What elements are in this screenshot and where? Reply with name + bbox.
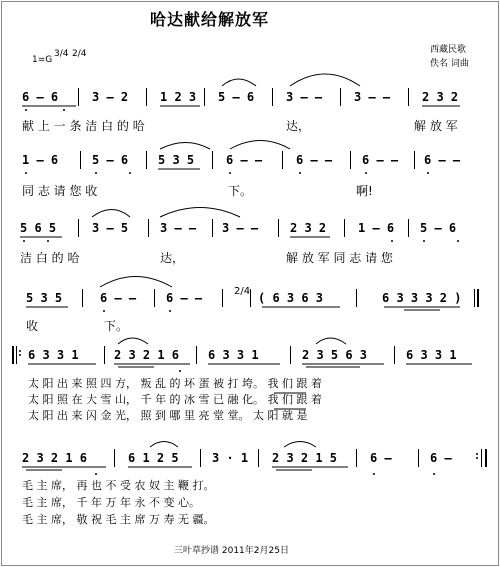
time-signature-change-value: 2/4	[234, 286, 251, 297]
lyric-line-4-b: 下。	[104, 319, 129, 333]
barline	[104, 346, 105, 364]
note-measure-2-1: 1 – 6	[22, 153, 59, 167]
lyric-line-3-a: 洁 白 的 哈	[20, 251, 80, 265]
barline	[272, 88, 273, 106]
barline	[414, 151, 415, 169]
note-measure-6-5: 6 –	[370, 451, 392, 465]
barline	[212, 151, 213, 169]
barline	[356, 449, 357, 467]
barline	[250, 289, 251, 307]
barline	[408, 219, 409, 237]
note-measure-6-2: 6 1 2 5	[128, 451, 179, 465]
barline	[356, 289, 357, 307]
barline	[258, 449, 259, 467]
barline	[200, 449, 201, 467]
note-measure-2-5: 6 – –	[296, 153, 333, 167]
key-signature: 1=G	[32, 55, 53, 65]
barline	[196, 346, 197, 364]
note-measure-1-5: 3 – –	[286, 90, 323, 104]
note-measure-1-4: 5 – 6	[218, 90, 255, 104]
note-measure-3-4: 3 – –	[222, 221, 259, 235]
lyric-line-1-c: 解 放 军	[414, 119, 458, 133]
barline	[82, 289, 83, 307]
barline-final	[477, 289, 479, 307]
lyric-line-4-a: 收	[26, 319, 39, 333]
barline	[418, 449, 419, 467]
note-measure-5-4: 2 3 5 6 3	[302, 348, 368, 362]
note-measure-5-2: 2 3 2 1 6	[114, 348, 180, 362]
barline	[146, 88, 147, 106]
time-signature-2-4: 2/4	[72, 49, 87, 59]
verse-3-line-1: 太 阳 出 来 闪 金 光， 照 到 哪 里 亮 堂 堂。 太 阳 就 是	[28, 409, 308, 422]
verse-2-line-2: 毛 主 席， 千 年 万 年 永 不 变 心。	[22, 496, 200, 509]
barline	[148, 219, 149, 237]
lyric-line-3-b: 达，	[160, 251, 185, 265]
lyric-line-2-b: 下。	[228, 184, 253, 198]
note-measure-1-6: 3 – –	[354, 90, 391, 104]
note-measure-4-2: 6 – –	[100, 291, 137, 305]
time-signature-3-4: 3/4	[54, 49, 69, 59]
repeat-start-thin	[16, 346, 17, 364]
barline	[282, 151, 283, 169]
verse-3-line-2: 毛 主 席， 敬 祝 毛 主 席 万 寿 无 疆。	[22, 513, 215, 526]
barline	[344, 219, 345, 237]
verse-1-line-1: 太 阳 出 来 照 四 方， 叛 乱 的 坏 蛋 被 打 垮。 我 们 跟 着	[28, 377, 322, 390]
repeat-end-dots	[476, 451, 479, 461]
note-measure-1-3: 1 2 3	[160, 90, 197, 104]
barline	[290, 346, 291, 364]
note-measure-4-3: 6 – –	[166, 291, 203, 305]
repeat-end-thin	[481, 449, 482, 467]
note-measure-3-5: 2 3 2	[290, 221, 327, 235]
note-measure-1-7: 2 3 2	[422, 90, 459, 104]
repeat-dots	[19, 348, 22, 358]
arranger-credit: 佚名 词曲	[430, 59, 469, 69]
lyric-line-1-a: 献 上 一 条 洁 白 的 哈	[22, 119, 145, 133]
note-measure-3-7: 5 – 6	[420, 221, 457, 235]
barline	[114, 449, 115, 467]
verse-2-line-1: 太 阳 照 在 大 雪 山， 千 年 的 冰 雪 已 融 化。 我 们 跟 着	[28, 393, 322, 406]
barline	[78, 219, 79, 237]
barline	[80, 151, 81, 169]
barline	[408, 88, 409, 106]
note-measure-3-1: 5 6 5	[20, 221, 57, 235]
lyric-line-1-b: 达，	[286, 119, 311, 133]
note-measure-1-1: 6 – 6	[22, 90, 59, 104]
note-measure-3-6: 1 – 6	[358, 221, 395, 235]
note-measure-5-5: 6 3 3 1	[406, 348, 457, 362]
origin-credit: 西藏民歌	[430, 45, 467, 55]
note-measure-2-7: 6 – –	[424, 153, 461, 167]
note-measure-3-2: 3 – 5	[92, 221, 129, 235]
note-measure-6-6: 6 –	[430, 451, 452, 465]
verse-1-line-2: 毛 主 席， 再 也 不 受 农 奴 主 鞭 打。	[22, 479, 215, 492]
barline	[212, 219, 213, 237]
note-measure-4-1: 5 3 5	[26, 291, 63, 305]
note-measure-4-5: 6 3 3 3 2 )	[382, 291, 462, 305]
note-measure-2-6: 6 – –	[362, 153, 399, 167]
barline	[350, 151, 351, 169]
lyric-line-3-c: 解 放 军 同 志 请 您	[286, 251, 393, 265]
note-measure-2-3: 5 3 5	[158, 153, 195, 167]
note-measure-1-2: 3 – 2	[92, 90, 129, 104]
note-measure-2-2: 5 – 6	[92, 153, 129, 167]
note-measure-2-4: 6 – –	[226, 153, 263, 167]
barline	[278, 219, 279, 237]
barline	[146, 151, 147, 169]
note-measure-6-3: 3 · 1	[212, 451, 249, 465]
note-measure-3-3: 3 – –	[160, 221, 197, 235]
barline	[340, 88, 341, 106]
barline	[394, 346, 395, 364]
note-measure-6-4: 2 3 2 1 5	[272, 451, 338, 465]
note-measure-4-4: ( 6 3 6 3	[258, 291, 324, 305]
lyric-line-2-c: 啊!	[356, 184, 373, 198]
barline	[154, 289, 155, 307]
note-measure-5-1: 6 3 3 1	[28, 348, 79, 362]
song-title: 哈达献给解放军	[150, 10, 270, 29]
barline	[474, 289, 475, 307]
barline	[204, 88, 205, 106]
time-signature-change	[234, 286, 250, 298]
repeat-end-thick	[485, 449, 487, 467]
barline	[222, 289, 223, 307]
note-measure-5-3: 6 3 3 1	[208, 348, 259, 362]
repeat-start-thick	[12, 346, 14, 364]
footer-transcriber: 三叶草抄谱 2011年2月25日	[174, 546, 289, 556]
barline	[78, 88, 79, 106]
lyric-line-2-a: 同 志 请 您 收	[22, 184, 98, 198]
note-measure-6-1: 2 3 2 1 6	[22, 451, 88, 465]
